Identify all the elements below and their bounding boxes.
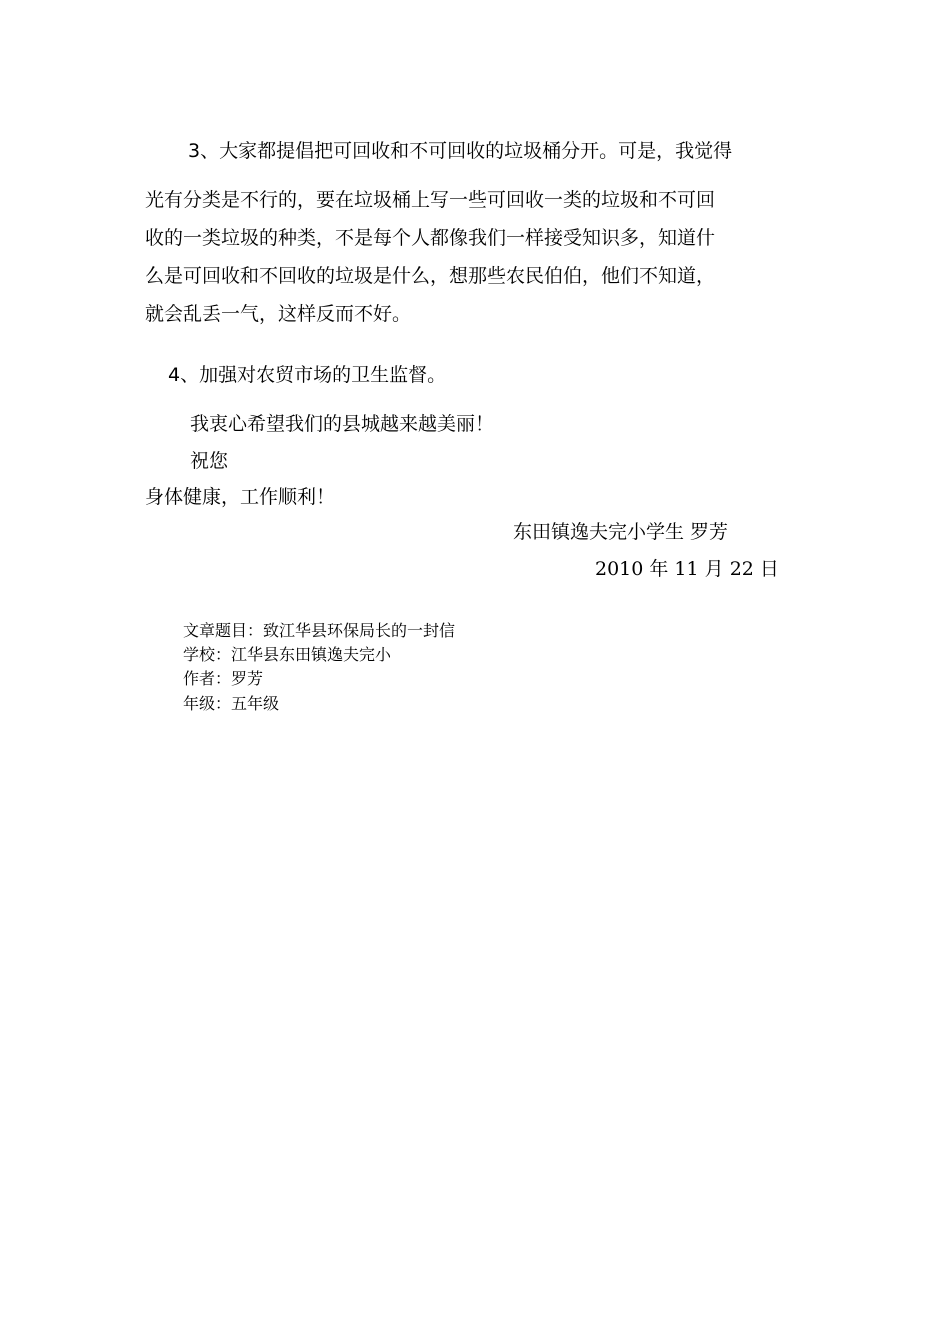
greeting-line: 祝您 <box>190 450 229 472</box>
article-grade: 年级：五年级 <box>183 694 280 713</box>
point-3-line-4: 么是可回收和不回收的垃圾是什么，想那些农民伯伯，他们不知道， <box>145 265 716 287</box>
point-4-number: 4 <box>168 364 181 386</box>
point-4-text: 、加强对农贸市场的卫生监督。 <box>180 364 447 386</box>
blessing-line: 身体健康，工作顺利！ <box>145 486 336 508</box>
point-3-line-3: 收的一类垃圾的种类，不是每个人都像我们一样接受知识多，知道什 <box>145 227 716 249</box>
point-3-line-1 <box>188 139 732 163</box>
article-author: 作者：罗芳 <box>183 669 264 688</box>
point-4-line <box>168 363 446 387</box>
point-3-line-2: 光有分类是不行的，要在垃圾桶上写一些可回收一类的垃圾和不可回 <box>145 189 716 211</box>
article-title: 文章题目：致江华县环保局长的一封信 <box>183 621 456 640</box>
wish-line: 我衷心希望我们的县城越来越美丽！ <box>190 413 495 435</box>
date-line: 2010 年 11 月 22 日 <box>595 558 779 580</box>
signature-line: 东田镇逸夫完小学生 罗芳 <box>513 521 729 543</box>
point-3-line-5: 就会乱丢一气，这样反而不好。 <box>145 303 412 325</box>
point-3-number: 3 <box>188 140 201 162</box>
article-school: 学校：江华县东田镇逸夫完小 <box>183 645 392 664</box>
point-3-text: 、大家都提倡把可回收和不可回收的垃圾桶分开。可是，我觉得 <box>200 140 733 162</box>
